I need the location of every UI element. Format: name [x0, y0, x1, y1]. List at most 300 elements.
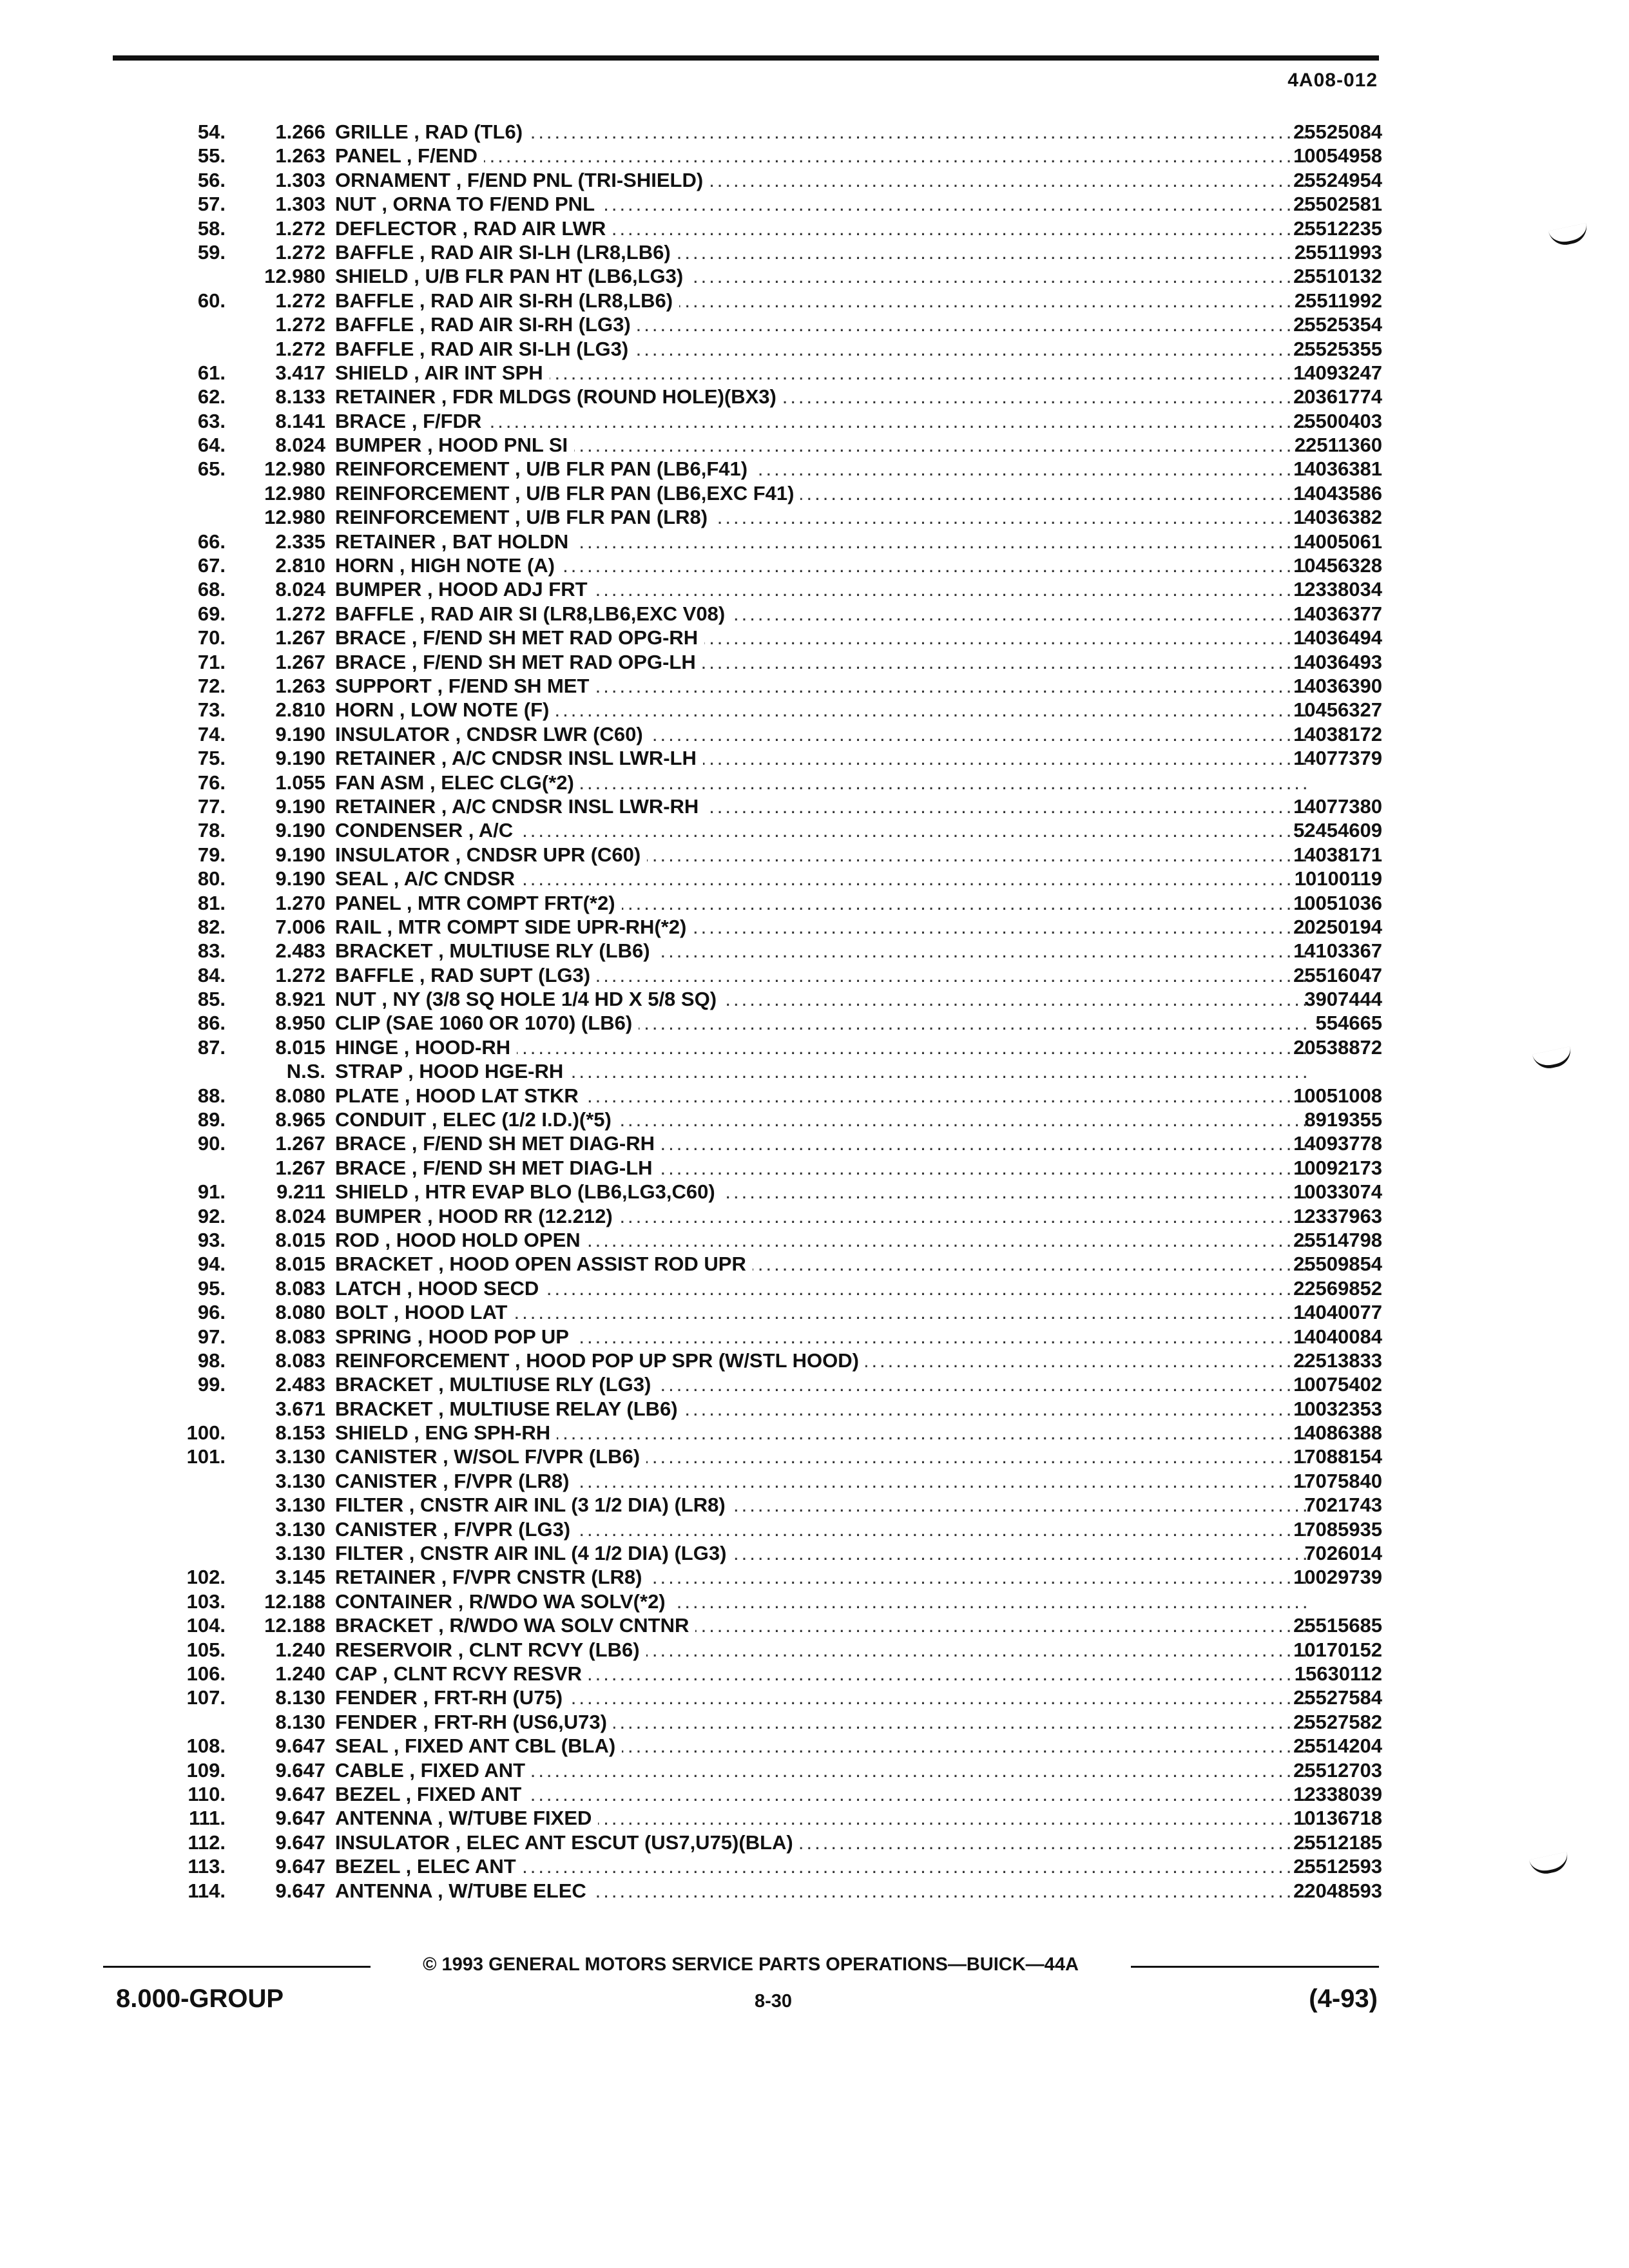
table-row: [97, 1590, 1385, 1613]
ref-number: 64.: [197, 434, 226, 457]
ref-number: 102.: [186, 1566, 226, 1589]
table-row: [97, 1710, 1385, 1734]
group-number: 1.272: [275, 216, 325, 240]
ref-number: 98.: [197, 1349, 226, 1372]
ref-number: 72.: [197, 674, 226, 697]
group-number: 1.272: [275, 313, 325, 336]
table-row: [97, 1131, 1385, 1155]
description-cell: [335, 843, 1308, 867]
page-number: 8-30: [754, 1991, 793, 2012]
group-number: 1.303: [275, 168, 325, 191]
part-number: 22048593: [1293, 1879, 1382, 1902]
group-number: 8.153: [275, 1421, 325, 1445]
part-number: 25502581: [1293, 193, 1382, 216]
description-cell: [335, 264, 1308, 288]
group-number: 8.965: [275, 1108, 325, 1131]
description-cell: [335, 602, 1308, 626]
ref-number: 81.: [197, 891, 226, 914]
part-description: CONDUIT , ELEC (1/2 I.D.)(*5): [335, 1108, 618, 1131]
part-number: 25525354: [1293, 313, 1382, 336]
part-description: PANEL , MTR COMPT FRT(*2): [335, 892, 622, 914]
description-cell: [335, 1035, 1308, 1059]
part-description: FILTER , CNSTR AIR INL (4 1/2 DIA) (LG3): [335, 1542, 733, 1564]
group-number: 2.810: [275, 554, 325, 577]
table-row: [97, 1879, 1385, 1903]
group-number: 8.130: [275, 1686, 325, 1709]
group-number: 2.335: [275, 530, 325, 553]
description-cell: [335, 1156, 1308, 1180]
ref-number: 66.: [197, 530, 226, 553]
ref-number: 61.: [197, 361, 226, 384]
part-description: SEAL , A/C CNDSR: [335, 867, 521, 890]
ref-number: 86.: [197, 1012, 226, 1035]
ref-number: 77.: [197, 794, 226, 818]
group-label: 8.000-GROUP: [116, 1984, 284, 2013]
part-number: 25525084: [1293, 120, 1382, 143]
page-code: 4A08-012: [1287, 70, 1378, 91]
table-row: [97, 1565, 1385, 1589]
table-row: [97, 1300, 1385, 1324]
description-cell: [335, 1228, 1308, 1252]
description-cell: [335, 1613, 1308, 1637]
copyright-notice: © 1993 GENERAL MOTORS SERVICE PARTS OPERATIONS—BUICK—44A: [423, 1954, 1079, 1975]
description-cell: [335, 746, 1308, 770]
ref-number: 99.: [197, 1373, 226, 1396]
table-row: [97, 1325, 1385, 1349]
group-number: 1.240: [275, 1638, 325, 1661]
table-row: [97, 818, 1385, 842]
table-row: [97, 1782, 1385, 1806]
part-description: CONDENSER , A/C: [335, 819, 519, 841]
group-number: 9.647: [275, 1758, 325, 1782]
part-number: 14040084: [1293, 1325, 1382, 1348]
group-number: 8.133: [275, 385, 325, 408]
ref-number: 113.: [188, 1855, 226, 1878]
table-row: [97, 674, 1385, 698]
part-number: 10033074: [1293, 1180, 1382, 1204]
part-description: RETAINER , FDR MLDGS (ROUND HOLE)(BX3): [335, 385, 783, 408]
group-number: 9.647: [275, 1879, 325, 1902]
part-description: BOLT , HOOD LAT: [335, 1301, 514, 1323]
ref-number: 88.: [197, 1084, 226, 1107]
ref-number: 94.: [197, 1253, 226, 1276]
table-row: [97, 746, 1385, 770]
group-number: 8.024: [275, 434, 325, 457]
description-cell: [335, 553, 1308, 577]
table-row: [97, 457, 1385, 481]
description-cell: [335, 216, 1308, 240]
group-number: 1.272: [275, 289, 325, 312]
group-number: 1.263: [275, 674, 325, 697]
part-description: BAFFLE , RAD AIR SI-LH (LR8,LB6): [335, 241, 677, 264]
part-description: NUT , NY (3/8 SQ HOLE 1/4 HD X 5/8 SQ): [335, 988, 723, 1010]
part-number: 14036390: [1293, 674, 1382, 697]
part-number: 20538872: [1293, 1035, 1382, 1059]
description-cell: [335, 168, 1308, 192]
description-cell: [335, 1059, 1308, 1083]
description-cell: [335, 1276, 1308, 1300]
group-number: 3.130: [275, 1469, 325, 1492]
revision-date: (4-93): [1309, 1984, 1378, 2013]
part-description: HORN , LOW NOTE (F): [335, 698, 555, 721]
description-cell: [335, 1854, 1308, 1878]
footer-rule-right: [1131, 1966, 1379, 1968]
ref-number: 90.: [197, 1132, 226, 1155]
part-description: SEAL , FIXED ANT CBL (BLA): [335, 1735, 622, 1757]
table-row: [97, 337, 1385, 361]
description-cell: [335, 385, 1308, 408]
part-description: HINGE , HOOD-RH: [335, 1036, 517, 1059]
table-row: [97, 1421, 1385, 1445]
group-number: 8.130: [275, 1710, 325, 1733]
group-number: 8.141: [275, 409, 325, 432]
table-row: [97, 553, 1385, 577]
description-cell: [335, 337, 1308, 361]
table-row: [97, 1686, 1385, 1709]
description-cell: [335, 1638, 1308, 1662]
description-cell: [335, 987, 1308, 1011]
ref-number: 70.: [197, 626, 226, 649]
part-description: INSULATOR , CNDSR LWR (C60): [335, 723, 650, 745]
group-number: 8.024: [275, 1204, 325, 1227]
table-row: [97, 144, 1385, 168]
ref-number: 67.: [197, 554, 226, 577]
part-description: FAN ASM , ELEC CLG(*2): [335, 771, 581, 794]
part-description: CONTAINER , R/WDO WA SOLV(*2): [335, 1590, 672, 1613]
group-number: 12.980: [264, 265, 325, 288]
table-row: [97, 1059, 1385, 1083]
ref-number: 55.: [197, 144, 226, 168]
part-description: PANEL , F/END: [335, 144, 484, 167]
description-cell: [335, 120, 1308, 144]
group-number: 8.950: [275, 1012, 325, 1035]
description-cell: [335, 963, 1308, 987]
part-description: BRACKET , MULTIUSE RLY (LB6): [335, 939, 657, 962]
description-cell: [335, 674, 1308, 698]
table-row: [97, 264, 1385, 288]
table-row: [97, 505, 1385, 529]
part-number: 25525355: [1293, 337, 1382, 360]
description-cell: [335, 722, 1308, 746]
description-cell: [335, 1565, 1308, 1589]
group-number: 8.024: [275, 578, 325, 601]
table-row: [97, 1372, 1385, 1396]
table-row: [97, 1541, 1385, 1565]
part-description: SHIELD , U/B FLR PAN HT (LB6,LG3): [335, 265, 689, 287]
group-number: 9.647: [275, 1782, 325, 1805]
description-cell: [335, 577, 1308, 601]
part-number: 10029739: [1293, 1566, 1382, 1589]
description-cell: [335, 1421, 1308, 1445]
part-description: ANTENNA , W/TUBE FIXED: [335, 1807, 598, 1829]
part-number: 25514204: [1293, 1735, 1382, 1758]
top-rule: [113, 55, 1379, 61]
part-number: 25509854: [1293, 1253, 1382, 1276]
group-number: 9.190: [275, 722, 325, 745]
table-row: [97, 1831, 1385, 1854]
description-cell: [335, 1662, 1308, 1686]
ref-number: 111.: [189, 1807, 226, 1830]
group-number: 12.980: [264, 457, 325, 481]
ref-number: 83.: [197, 939, 226, 963]
group-number: 8.015: [275, 1228, 325, 1251]
description-cell: [335, 481, 1308, 505]
table-row: [97, 433, 1385, 457]
group-number: 12.188: [264, 1590, 325, 1613]
ref-number: 60.: [197, 289, 226, 312]
parts-list: [97, 120, 1385, 1903]
part-description: RETAINER , A/C CNDSR INSL LWR-LH: [335, 747, 703, 769]
group-number: 1.303: [275, 193, 325, 216]
group-number: 9.647: [275, 1855, 325, 1878]
table-row: [97, 1517, 1385, 1541]
group-number: 12.980: [264, 506, 325, 529]
part-description: INSULATOR , CNDSR UPR (C60): [335, 843, 647, 866]
description-cell: [335, 794, 1308, 818]
part-number: 14093778: [1293, 1132, 1382, 1155]
ref-number: 109.: [186, 1758, 226, 1782]
part-number: 10170152: [1293, 1638, 1382, 1661]
group-number: 3.145: [275, 1566, 325, 1589]
part-number: 22511360: [1294, 434, 1382, 457]
part-description: INSULATOR , ELEC ANT ESCUT (US7,U75)(BLA): [335, 1831, 800, 1854]
ref-number: 92.: [197, 1204, 226, 1227]
group-number: 8.080: [275, 1301, 325, 1324]
ref-number: 97.: [197, 1325, 226, 1348]
ref-number: 100.: [186, 1421, 226, 1445]
description-cell: [335, 698, 1308, 722]
part-description: RESERVOIR , CLNT RCVY (LB6): [335, 1639, 646, 1661]
ref-number: 114.: [188, 1879, 226, 1902]
part-number: 25511992: [1294, 289, 1382, 312]
part-number: 14077379: [1293, 747, 1382, 770]
table-row: [97, 409, 1385, 433]
table-row: [97, 192, 1385, 216]
part-description: BRACKET , MULTIUSE RELAY (LB6): [335, 1398, 684, 1420]
margin-mark: [1548, 223, 1590, 248]
description-cell: [335, 289, 1308, 312]
table-row: [97, 1252, 1385, 1276]
group-number: 8.083: [275, 1276, 325, 1300]
table-row: [97, 1493, 1385, 1517]
description-cell: [335, 505, 1308, 529]
ref-number: 57.: [197, 193, 226, 216]
part-number: 25510132: [1293, 265, 1382, 288]
group-number: 3.130: [275, 1517, 325, 1541]
part-number: 10100119: [1294, 867, 1382, 890]
table-row: [97, 963, 1385, 987]
description-cell: [335, 1517, 1308, 1541]
ref-number: 69.: [197, 602, 226, 625]
table-row: [97, 1108, 1385, 1131]
ref-number: 89.: [197, 1108, 226, 1131]
part-description: FENDER , FRT-RH (US6,U73): [335, 1711, 613, 1733]
description-cell: [335, 1445, 1308, 1468]
part-description: REINFORCEMENT , U/B FLR PAN (LB6,EXC F41): [335, 482, 800, 505]
group-number: 3.417: [275, 361, 325, 384]
description-cell: [335, 626, 1308, 649]
part-description: BRACE , F/END SH MET DIAG-RH: [335, 1132, 661, 1155]
part-description: BUMPER , HOOD RR (12.212): [335, 1205, 619, 1227]
part-number: 14038172: [1293, 722, 1382, 745]
description-cell: [335, 1758, 1308, 1782]
group-number: 9.190: [275, 819, 325, 842]
description-cell: [335, 1325, 1308, 1349]
ref-number: 65.: [197, 457, 226, 481]
group-number: 8.083: [275, 1349, 325, 1372]
part-description: LATCH , HOOD SECD: [335, 1277, 545, 1300]
part-number: 52454609: [1293, 819, 1382, 842]
part-description: BRACE , F/END SH MET RAD OPG-RH: [335, 626, 704, 649]
table-row: [97, 1180, 1385, 1204]
part-number: 554665: [1315, 1012, 1382, 1035]
table-row: [97, 240, 1385, 264]
part-description: BEZEL , ELEC ANT: [335, 1855, 523, 1878]
table-row: [97, 1758, 1385, 1782]
part-number: 7026014: [1304, 1542, 1382, 1565]
part-number: 22513833: [1293, 1349, 1382, 1372]
part-number: 8919355: [1304, 1108, 1382, 1131]
table-row: [97, 915, 1385, 939]
description-cell: [335, 1084, 1308, 1108]
part-description: BRACKET , R/WDO WA SOLV CNTNR: [335, 1614, 695, 1637]
part-number: 14043586: [1293, 481, 1382, 505]
part-number: 22569852: [1293, 1276, 1382, 1300]
group-number: 1.055: [275, 771, 325, 794]
group-number: N.S.: [286, 1060, 325, 1083]
table-row: [97, 312, 1385, 336]
table-row: [97, 1662, 1385, 1686]
description-cell: [335, 1806, 1308, 1830]
part-description: REINFORCEMENT , U/B FLR PAN (LB6,F41): [335, 457, 754, 480]
part-number: 14036382: [1293, 506, 1382, 529]
table-row: [97, 939, 1385, 963]
part-description: SUPPORT , F/END SH MET: [335, 675, 595, 697]
part-number: 20250194: [1293, 915, 1382, 938]
group-number: 8.083: [275, 1325, 325, 1348]
ref-number: 104.: [186, 1614, 226, 1637]
part-description: SHIELD , HTR EVAP BLO (LB6,LG3,C60): [335, 1180, 722, 1203]
ref-number: 84.: [197, 963, 226, 986]
ref-number: 76.: [197, 771, 226, 794]
group-number: 2.810: [275, 698, 325, 722]
group-number: 8.015: [275, 1253, 325, 1276]
ref-number: 96.: [197, 1301, 226, 1324]
part-description: SHIELD , ENG SPH-RH: [335, 1421, 557, 1444]
group-number: 8.015: [275, 1035, 325, 1059]
part-description: CABLE , FIXED ANT: [335, 1759, 532, 1782]
description-cell: [335, 1131, 1308, 1155]
ref-number: 108.: [186, 1735, 226, 1758]
part-description: FENDER , FRT-RH (U75): [335, 1686, 569, 1709]
part-number: 20361774: [1293, 385, 1382, 408]
description-cell: [335, 915, 1308, 939]
part-number: 10456327: [1293, 698, 1382, 722]
group-number: 3.671: [275, 1397, 325, 1420]
part-description: REINFORCEMENT , U/B FLR PAN (LR8): [335, 506, 714, 528]
part-description: ANTENNA , W/TUBE ELEC: [335, 1879, 593, 1902]
part-number: 25512593: [1293, 1855, 1382, 1878]
table-row: [97, 1156, 1385, 1180]
ref-number: 79.: [197, 843, 226, 866]
table-row: [97, 771, 1385, 794]
part-number: 14103367: [1293, 939, 1382, 963]
table-row: [97, 1734, 1385, 1758]
part-description: BRACE , F/END SH MET RAD OPG-LH: [335, 651, 702, 673]
ref-number: 82.: [197, 915, 226, 938]
part-number: 14036381: [1293, 457, 1382, 481]
description-cell: [335, 192, 1308, 216]
ref-number: 101.: [186, 1445, 226, 1468]
part-description: ROD , HOOD HOLD OPEN: [335, 1229, 587, 1251]
part-number: 14038171: [1293, 843, 1382, 866]
table-row: [97, 1445, 1385, 1468]
ref-number: 58.: [197, 216, 226, 240]
group-number: 3.130: [275, 1494, 325, 1517]
part-description: BUMPER , HOOD PNL SI: [335, 434, 574, 456]
part-number: 15630112: [1294, 1662, 1382, 1685]
part-description: BAFFLE , RAD AIR SI-RH (LR8,LB6): [335, 289, 679, 312]
group-number: 3.130: [275, 1542, 325, 1565]
part-description: CANISTER , W/SOL F/VPR (LB6): [335, 1445, 646, 1468]
description-cell: [335, 650, 1308, 674]
description-cell: [335, 530, 1308, 553]
table-row: [97, 987, 1385, 1011]
description-cell: [335, 1204, 1308, 1228]
description-cell: [335, 1782, 1308, 1806]
part-description: BAFFLE , RAD AIR SI-LH (LG3): [335, 338, 635, 360]
group-number: 9.190: [275, 747, 325, 770]
part-number: 10051036: [1293, 891, 1382, 914]
part-number: 25512703: [1293, 1758, 1382, 1782]
part-number: 10075402: [1293, 1373, 1382, 1396]
table-row: [97, 1349, 1385, 1372]
part-number: 7021743: [1304, 1494, 1382, 1517]
description-cell: [335, 1397, 1308, 1421]
part-description: ORNAMENT , F/END PNL (TRI-SHIELD): [335, 169, 709, 191]
part-number: 12338039: [1293, 1782, 1382, 1805]
ref-number: 68.: [197, 578, 226, 601]
table-row: [97, 1469, 1385, 1493]
part-description: CLIP (SAE 1060 OR 1070) (LB6): [335, 1012, 639, 1034]
part-description: REINFORCEMENT , HOOD POP UP SPR (W/STL HOOD): [335, 1349, 865, 1372]
table-row: [97, 867, 1385, 890]
group-number: 1.272: [275, 337, 325, 360]
margin-mark: [1532, 1046, 1574, 1072]
group-number: 1.267: [275, 1132, 325, 1155]
table-row: [97, 361, 1385, 385]
part-number: 14036494: [1293, 626, 1382, 649]
part-number: 14077380: [1293, 794, 1382, 818]
part-description: NUT , ORNA TO F/END PNL: [335, 193, 601, 215]
part-description: RETAINER , F/VPR CNSTR (LR8): [335, 1566, 649, 1588]
footer-rule-left: [103, 1966, 371, 1968]
ref-number: 91.: [197, 1180, 226, 1204]
ref-number: 62.: [197, 385, 226, 408]
description-cell: [335, 1011, 1308, 1035]
part-number: 10456328: [1293, 554, 1382, 577]
group-number: 2.483: [275, 1373, 325, 1396]
part-description: SHIELD , AIR INT SPH: [335, 361, 550, 384]
part-number: 12337963: [1293, 1204, 1382, 1227]
part-description: BRACKET , MULTIUSE RLY (LG3): [335, 1373, 657, 1396]
group-number: 9.647: [275, 1807, 325, 1830]
part-description: BAFFLE , RAD AIR SI-RH (LG3): [335, 313, 637, 336]
table-row: [97, 698, 1385, 722]
table-row: [97, 289, 1385, 312]
part-number: 14086388: [1293, 1421, 1382, 1445]
table-row: [97, 626, 1385, 649]
